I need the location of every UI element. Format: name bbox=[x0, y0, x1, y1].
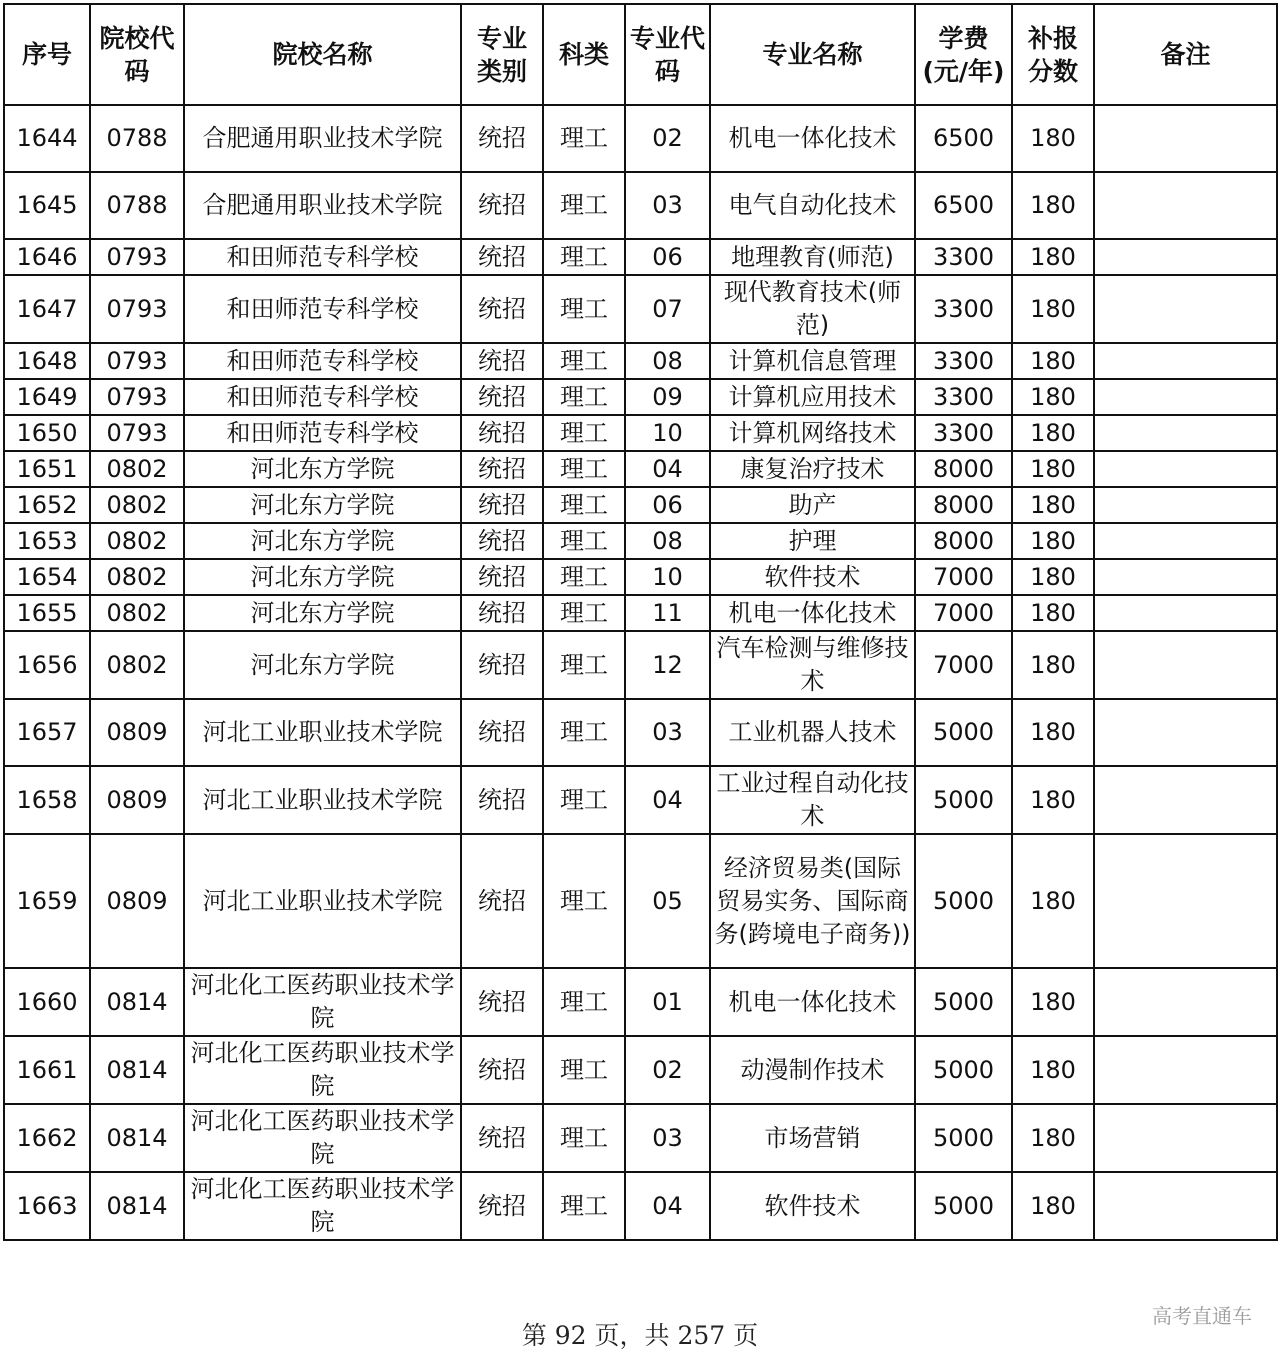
header-major-name: 专业名称 bbox=[710, 4, 915, 105]
table-row bbox=[4, 239, 1277, 275]
table-row bbox=[4, 766, 1277, 834]
cell-school-code: 0802 bbox=[90, 487, 184, 523]
cell-school-name: 和田师范专科学校 bbox=[184, 239, 461, 275]
header-note: 备注 bbox=[1094, 4, 1277, 105]
cell-seq: 1647 bbox=[4, 275, 90, 343]
cell-major-type: 统招 bbox=[461, 379, 543, 415]
cell-major-name: 电气自动化技术 bbox=[710, 172, 915, 239]
cell-major-code: 11 bbox=[625, 595, 710, 631]
cell-major-type: 统招 bbox=[461, 415, 543, 451]
cell-subject: 理工 bbox=[543, 1172, 625, 1240]
cell-seq: 1654 bbox=[4, 559, 90, 595]
cell-school-name: 河北工业职业技术学院 bbox=[184, 834, 461, 968]
cell-subject: 理工 bbox=[543, 172, 625, 239]
cell-school-code: 0802 bbox=[90, 631, 184, 699]
cell-school-name: 和田师范专科学校 bbox=[184, 343, 461, 379]
cell-major-code: 03 bbox=[625, 1104, 710, 1172]
cell-score: 180 bbox=[1012, 275, 1094, 343]
cell-school-code: 0809 bbox=[90, 766, 184, 834]
cell-major-type: 统招 bbox=[461, 699, 543, 766]
cell-note bbox=[1094, 631, 1277, 699]
cell-major-code: 02 bbox=[625, 105, 710, 172]
cell-school-code: 0788 bbox=[90, 172, 184, 239]
cell-major-code: 09 bbox=[625, 379, 710, 415]
cell-seq: 1656 bbox=[4, 631, 90, 699]
cell-score: 180 bbox=[1012, 1104, 1094, 1172]
table-row bbox=[4, 1036, 1277, 1104]
header-seq: 序号 bbox=[4, 4, 90, 105]
cell-major-name: 软件技术 bbox=[710, 559, 915, 595]
cell-score: 180 bbox=[1012, 105, 1094, 172]
admission-table bbox=[3, 3, 1278, 1241]
cell-score: 180 bbox=[1012, 379, 1094, 415]
cell-major-code: 08 bbox=[625, 523, 710, 559]
cell-major-type: 统招 bbox=[461, 105, 543, 172]
cell-note bbox=[1094, 766, 1277, 834]
cell-major-type: 统招 bbox=[461, 595, 543, 631]
header-score: 补报分数 bbox=[1012, 4, 1094, 105]
cell-school-code: 0809 bbox=[90, 834, 184, 968]
cell-score: 180 bbox=[1012, 766, 1094, 834]
cell-seq: 1655 bbox=[4, 595, 90, 631]
cell-fee: 3300 bbox=[915, 343, 1012, 379]
cell-school-name: 河北东方学院 bbox=[184, 631, 461, 699]
cell-major-type: 统招 bbox=[461, 172, 543, 239]
cell-fee: 5000 bbox=[915, 1172, 1012, 1240]
cell-major-code: 10 bbox=[625, 559, 710, 595]
cell-school-name: 河北东方学院 bbox=[184, 523, 461, 559]
cell-major-code: 10 bbox=[625, 415, 710, 451]
watermark: 高考直通车 bbox=[1152, 1304, 1252, 1328]
cell-subject: 理工 bbox=[543, 415, 625, 451]
cell-school-name: 河北工业职业技术学院 bbox=[184, 766, 461, 834]
cell-subject: 理工 bbox=[543, 699, 625, 766]
cell-major-code: 03 bbox=[625, 172, 710, 239]
page-footer: 第 92 页，共 257 页 bbox=[521, 1321, 759, 1350]
cell-seq: 1658 bbox=[4, 766, 90, 834]
cell-score: 180 bbox=[1012, 487, 1094, 523]
cell-major-name: 软件技术 bbox=[710, 1172, 915, 1240]
cell-major-name: 工业机器人技术 bbox=[710, 699, 915, 766]
cell-major-code: 06 bbox=[625, 239, 710, 275]
cell-subject: 理工 bbox=[543, 968, 625, 1036]
cell-subject: 理工 bbox=[543, 834, 625, 968]
cell-school-name: 河北东方学院 bbox=[184, 487, 461, 523]
header-school-name: 院校名称 bbox=[184, 4, 461, 105]
cell-school-code: 0802 bbox=[90, 595, 184, 631]
cell-seq: 1653 bbox=[4, 523, 90, 559]
cell-seq: 1650 bbox=[4, 415, 90, 451]
header-major-code: 专业代码 bbox=[625, 4, 710, 105]
cell-school-code: 0802 bbox=[90, 523, 184, 559]
cell-subject: 理工 bbox=[543, 1036, 625, 1104]
cell-school-code: 0814 bbox=[90, 1172, 184, 1240]
table-row bbox=[4, 631, 1277, 699]
cell-score: 180 bbox=[1012, 631, 1094, 699]
cell-school-code: 0793 bbox=[90, 379, 184, 415]
cell-fee: 3300 bbox=[915, 239, 1012, 275]
cell-major-code: 08 bbox=[625, 343, 710, 379]
cell-subject: 理工 bbox=[543, 523, 625, 559]
table-row bbox=[4, 968, 1277, 1036]
cell-major-type: 统招 bbox=[461, 487, 543, 523]
cell-subject: 理工 bbox=[543, 105, 625, 172]
cell-subject: 理工 bbox=[543, 595, 625, 631]
cell-fee: 3300 bbox=[915, 275, 1012, 343]
cell-major-name: 地理教育(师范) bbox=[710, 239, 915, 275]
cell-school-name: 河北化工医药职业技术学院 bbox=[184, 1172, 461, 1240]
cell-seq: 1649 bbox=[4, 379, 90, 415]
table-row bbox=[4, 1172, 1277, 1240]
cell-subject: 理工 bbox=[543, 559, 625, 595]
cell-score: 180 bbox=[1012, 834, 1094, 968]
table-row bbox=[4, 451, 1277, 487]
cell-school-code: 0802 bbox=[90, 451, 184, 487]
cell-major-name: 机电一体化技术 bbox=[710, 968, 915, 1036]
cell-note bbox=[1094, 1172, 1277, 1240]
table-row bbox=[4, 699, 1277, 766]
cell-major-code: 12 bbox=[625, 631, 710, 699]
cell-subject: 理工 bbox=[543, 239, 625, 275]
cell-note bbox=[1094, 834, 1277, 968]
cell-seq: 1652 bbox=[4, 487, 90, 523]
cell-score: 180 bbox=[1012, 1036, 1094, 1104]
cell-score: 180 bbox=[1012, 415, 1094, 451]
cell-school-code: 0802 bbox=[90, 559, 184, 595]
cell-fee: 5000 bbox=[915, 1036, 1012, 1104]
table-row bbox=[4, 415, 1277, 451]
header-major-type: 专业类别 bbox=[461, 4, 543, 105]
cell-school-name: 河北工业职业技术学院 bbox=[184, 699, 461, 766]
cell-fee: 7000 bbox=[915, 595, 1012, 631]
cell-school-name: 河北化工医药职业技术学院 bbox=[184, 968, 461, 1036]
cell-note bbox=[1094, 699, 1277, 766]
cell-school-name: 河北东方学院 bbox=[184, 451, 461, 487]
cell-subject: 理工 bbox=[543, 451, 625, 487]
cell-school-name: 和田师范专科学校 bbox=[184, 415, 461, 451]
cell-major-code: 03 bbox=[625, 699, 710, 766]
cell-note bbox=[1094, 1036, 1277, 1104]
cell-score: 180 bbox=[1012, 1172, 1094, 1240]
cell-major-name: 经济贸易类(国际贸易实务、国际商务(跨境电子商务)) bbox=[710, 834, 915, 968]
cell-note bbox=[1094, 523, 1277, 559]
cell-score: 180 bbox=[1012, 699, 1094, 766]
table-row bbox=[4, 834, 1277, 968]
cell-note bbox=[1094, 343, 1277, 379]
cell-fee: 6500 bbox=[915, 105, 1012, 172]
cell-school-code: 0814 bbox=[90, 1036, 184, 1104]
table-row bbox=[4, 105, 1277, 172]
cell-major-code: 04 bbox=[625, 451, 710, 487]
cell-note bbox=[1094, 275, 1277, 343]
cell-fee: 5000 bbox=[915, 834, 1012, 968]
cell-seq: 1663 bbox=[4, 1172, 90, 1240]
cell-major-type: 统招 bbox=[461, 834, 543, 968]
cell-seq: 1661 bbox=[4, 1036, 90, 1104]
cell-major-name: 助产 bbox=[710, 487, 915, 523]
cell-major-name: 现代教育技术(师范) bbox=[710, 275, 915, 343]
table-row bbox=[4, 172, 1277, 239]
cell-subject: 理工 bbox=[543, 343, 625, 379]
cell-note bbox=[1094, 451, 1277, 487]
cell-school-name: 河北化工医药职业技术学院 bbox=[184, 1104, 461, 1172]
cell-note bbox=[1094, 559, 1277, 595]
cell-major-name: 汽车检测与维修技术 bbox=[710, 631, 915, 699]
cell-fee: 5000 bbox=[915, 1104, 1012, 1172]
cell-school-name: 和田师范专科学校 bbox=[184, 275, 461, 343]
cell-major-name: 护理 bbox=[710, 523, 915, 559]
table-row bbox=[4, 1104, 1277, 1172]
cell-fee: 3300 bbox=[915, 415, 1012, 451]
cell-school-code: 0793 bbox=[90, 275, 184, 343]
cell-fee: 5000 bbox=[915, 699, 1012, 766]
cell-school-name: 河北东方学院 bbox=[184, 595, 461, 631]
cell-subject: 理工 bbox=[543, 487, 625, 523]
cell-seq: 1651 bbox=[4, 451, 90, 487]
cell-major-code: 05 bbox=[625, 834, 710, 968]
cell-major-type: 统招 bbox=[461, 451, 543, 487]
cell-major-type: 统招 bbox=[461, 523, 543, 559]
cell-score: 180 bbox=[1012, 595, 1094, 631]
cell-fee: 8000 bbox=[915, 451, 1012, 487]
cell-school-code: 0793 bbox=[90, 239, 184, 275]
cell-note bbox=[1094, 595, 1277, 631]
cell-score: 180 bbox=[1012, 239, 1094, 275]
header-school-code: 院校代码 bbox=[90, 4, 184, 105]
cell-major-name: 计算机网络技术 bbox=[710, 415, 915, 451]
cell-major-type: 统招 bbox=[461, 239, 543, 275]
cell-note bbox=[1094, 415, 1277, 451]
cell-fee: 7000 bbox=[915, 631, 1012, 699]
cell-subject: 理工 bbox=[543, 275, 625, 343]
cell-major-code: 02 bbox=[625, 1036, 710, 1104]
cell-subject: 理工 bbox=[543, 379, 625, 415]
cell-major-type: 统招 bbox=[461, 766, 543, 834]
cell-seq: 1646 bbox=[4, 239, 90, 275]
cell-major-code: 01 bbox=[625, 968, 710, 1036]
cell-note bbox=[1094, 239, 1277, 275]
cell-school-name: 合肥通用职业技术学院 bbox=[184, 172, 461, 239]
cell-major-type: 统招 bbox=[461, 631, 543, 699]
cell-score: 180 bbox=[1012, 559, 1094, 595]
cell-score: 180 bbox=[1012, 968, 1094, 1036]
cell-score: 180 bbox=[1012, 523, 1094, 559]
cell-school-name: 河北化工医药职业技术学院 bbox=[184, 1036, 461, 1104]
cell-school-code: 0793 bbox=[90, 415, 184, 451]
cell-fee: 6500 bbox=[915, 172, 1012, 239]
cell-school-name: 河北东方学院 bbox=[184, 559, 461, 595]
cell-major-name: 康复治疗技术 bbox=[710, 451, 915, 487]
cell-score: 180 bbox=[1012, 451, 1094, 487]
cell-seq: 1645 bbox=[4, 172, 90, 239]
cell-subject: 理工 bbox=[543, 1104, 625, 1172]
table-row bbox=[4, 559, 1277, 595]
cell-major-code: 07 bbox=[625, 275, 710, 343]
cell-major-type: 统招 bbox=[461, 968, 543, 1036]
cell-note bbox=[1094, 968, 1277, 1036]
cell-major-name: 计算机信息管理 bbox=[710, 343, 915, 379]
cell-note bbox=[1094, 487, 1277, 523]
cell-seq: 1660 bbox=[4, 968, 90, 1036]
cell-fee: 7000 bbox=[915, 559, 1012, 595]
cell-note bbox=[1094, 105, 1277, 172]
cell-major-type: 统招 bbox=[461, 1036, 543, 1104]
cell-major-name: 动漫制作技术 bbox=[710, 1036, 915, 1104]
cell-seq: 1648 bbox=[4, 343, 90, 379]
header-row bbox=[4, 4, 1277, 105]
cell-school-code: 0814 bbox=[90, 968, 184, 1036]
cell-major-type: 统招 bbox=[461, 1172, 543, 1240]
cell-fee: 5000 bbox=[915, 968, 1012, 1036]
table-row bbox=[4, 379, 1277, 415]
cell-major-name: 机电一体化技术 bbox=[710, 595, 915, 631]
cell-seq: 1657 bbox=[4, 699, 90, 766]
cell-major-code: 04 bbox=[625, 766, 710, 834]
cell-note bbox=[1094, 1104, 1277, 1172]
table-row bbox=[4, 487, 1277, 523]
cell-major-name: 机电一体化技术 bbox=[710, 105, 915, 172]
cell-major-code: 04 bbox=[625, 1172, 710, 1240]
cell-major-type: 统招 bbox=[461, 1104, 543, 1172]
cell-seq: 1644 bbox=[4, 105, 90, 172]
cell-seq: 1662 bbox=[4, 1104, 90, 1172]
cell-note bbox=[1094, 379, 1277, 415]
cell-school-code: 0814 bbox=[90, 1104, 184, 1172]
cell-school-name: 和田师范专科学校 bbox=[184, 379, 461, 415]
table-row bbox=[4, 523, 1277, 559]
cell-note bbox=[1094, 172, 1277, 239]
cell-seq: 1659 bbox=[4, 834, 90, 968]
cell-major-type: 统招 bbox=[461, 275, 543, 343]
cell-school-code: 0788 bbox=[90, 105, 184, 172]
cell-fee: 8000 bbox=[915, 487, 1012, 523]
table-row bbox=[4, 343, 1277, 379]
cell-fee: 3300 bbox=[915, 379, 1012, 415]
cell-major-type: 统招 bbox=[461, 343, 543, 379]
cell-major-name: 市场营销 bbox=[710, 1104, 915, 1172]
cell-major-name: 工业过程自动化技术 bbox=[710, 766, 915, 834]
cell-major-type: 统招 bbox=[461, 559, 543, 595]
cell-fee: 8000 bbox=[915, 523, 1012, 559]
table-row bbox=[4, 595, 1277, 631]
cell-school-code: 0793 bbox=[90, 343, 184, 379]
header-fee: 学费(元/年) bbox=[915, 4, 1012, 105]
cell-score: 180 bbox=[1012, 343, 1094, 379]
cell-fee: 5000 bbox=[915, 766, 1012, 834]
cell-score: 180 bbox=[1012, 172, 1094, 239]
header-subject: 科类 bbox=[543, 4, 625, 105]
cell-major-code: 06 bbox=[625, 487, 710, 523]
cell-school-name: 合肥通用职业技术学院 bbox=[184, 105, 461, 172]
table-row bbox=[4, 275, 1277, 343]
cell-subject: 理工 bbox=[543, 631, 625, 699]
cell-major-name: 计算机应用技术 bbox=[710, 379, 915, 415]
cell-school-code: 0809 bbox=[90, 699, 184, 766]
cell-subject: 理工 bbox=[543, 766, 625, 834]
